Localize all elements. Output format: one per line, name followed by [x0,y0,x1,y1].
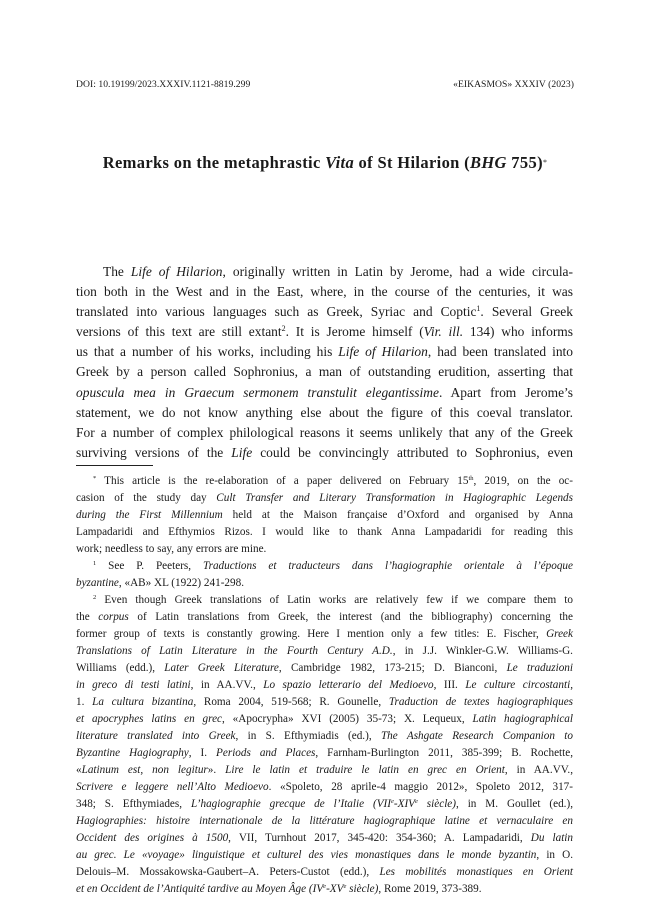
footnote-rule [76,465,153,466]
footnote-line: Delouis–M. Mossakowska-Gaubert–A. Peters-Custot (edd.), Les mobilités monastiques en Orient [76,866,573,878]
body-text [76,262,573,463]
journal-label: «EIKASMOS» XXXIV (2023) [453,79,574,90]
footnote-line: during the First Millennium held at the Maison française d’Oxford and organised by Anna [76,509,574,521]
footnote-line: $^1$ See P. Peeters, Traductions et traducteurs dans l’hagiographie orientale à l’époque [93,560,573,572]
footnote-line: in greco di testi latini, in AA.VV., Lo spazio letterario del Medioevo, III. Le culture circostanti, [76,679,573,691]
footnote-line: Occident des origines à 1500, VII, Turnhout 2017, 345-420: 354-360; A. Lampadaridi, Du latin [76,832,574,844]
footnote-line: former group of texts is constantly growing. Here I mention only a few titles: E. Fischer, Greek [76,628,573,640]
footnote-line: the corpus of Latin translations from Greek, the interest (and the bibliography) concerning the [76,611,573,623]
body-line: us that a number of his works, including his Life of Hilarion, had been translated into [76,344,573,360]
footnote-line: 348; S. Efthymiades, L’hagiographie grecque de l’Italie (VIIe-XIVe siècle), in M. Goullet (ed.), [76,798,573,810]
body-line: surviving versions of the Life could be convincingly attributed to Sophronius, even [76,444,573,460]
footnote-line: work; needless to say, any errors are mine. [76,543,267,555]
footnote-line: Hagiographies: histoire internationale de la littérature hagiographique latine et vernaculaire en [76,815,573,827]
body-line: Greek by a person called Sophronius, a man of outstanding erudition, asserting that [76,364,573,380]
body-line: For a number of complex philological reasons it seems unlikely that any of the Greek [76,424,573,440]
footnote-line: et en Occident de l’Antiquité tardive au Moyen Âge (IVe-XVe siècle), Rome 2019, 373-389. [76,883,482,895]
body-line: opuscula mea in Graecum sermonem transtulit elegantissime. Apart from Jerome’s [76,384,573,400]
footnote-line: casion of the study day Cult Transfer and Literary Transformation in Hagiographic Legends [76,492,573,504]
footnote-line: «Latinum est, non legitur». Lire le latin et traduire le latin en grec en Orient, in AA.VV., [76,764,573,776]
footnote-line: 1. La cultura bizantina, Roma 2004, 519-568; R. Gounelle, Traduction de textes hagiographiques [76,696,574,708]
running-header [76,79,574,93]
body-line: tion both in the West and in the East, where, in the course of the centuries, it was [76,284,573,300]
footnote-line: $^2$ Even though Greek translations of Latin works are relatively few if we compare them to [93,594,573,606]
article-title: Remarks on the metaphrastic Vita of St Hilarion (BHG 755)* [102,153,548,172]
footnote-line: byzantine, «AB» XL (1922) 241-298. [76,577,245,589]
footnote-line: et apocryphes latins en grec, «Apocrypha» XVI (2005) 35-73; X. Lequeux, Latin hagiographical [76,713,573,725]
title-footnote-mark: * [542,158,548,167]
body-line: statement, we do not know anything else about the figure of this coeval translator. [76,404,573,420]
body-line: translated into various languages such as Greek, Syriac and Coptic$^1$. Several Greek [76,304,573,320]
footnote-line: Lampadaridi and Efthymios Rizos. I would like to thank Anna Lampadaridi for reading this [76,526,573,538]
footnote-line: Scrivere e leggere nell’Alto Medioevo. «Spoleto, 28 aprile-4 maggio 2012», Spoleto 2012, 317- [76,781,573,793]
doi-label: DOI: 10.19199/2023.XXXIV.1121-8819.299 [76,79,251,90]
footnote-line: literature translated into Greek, in S. Efthymiadis (ed.), The Ashgate Research Companion to [76,730,573,742]
footnote-line: * This article is the re-elaboration of a paper delivered on February 15th, 2019, on the oc- [93,475,573,487]
body-line: versions of this text are still extant$^2$. It is Jerome himself (Vir. ill. 134) who informs [76,324,573,340]
footnote-line: au grec. Le «voyage» linguistique et culturel des vies monastiques dans le monde byzantin, in O. [76,849,573,861]
footnotes [76,473,573,898]
footnote-line: Williams (edd.), Later Greek Literature, Cambridge 1982, 173-215; D. Bianconi, Le traduzioni [76,662,574,674]
body-line: The Life of Hilarion, originally written in Latin by Jerome, had a wide circula- [103,264,573,279]
footnote-line: Byzantine Hagiography, I. Periods and Places, Farnham-Burlington 2011, 385-399; B. Rochette, [76,747,574,759]
footnote-line: Translations of Latin Literature in the Fourth Century A.D., in J.J. Winkler-G.W. Williams-G. [76,645,573,657]
